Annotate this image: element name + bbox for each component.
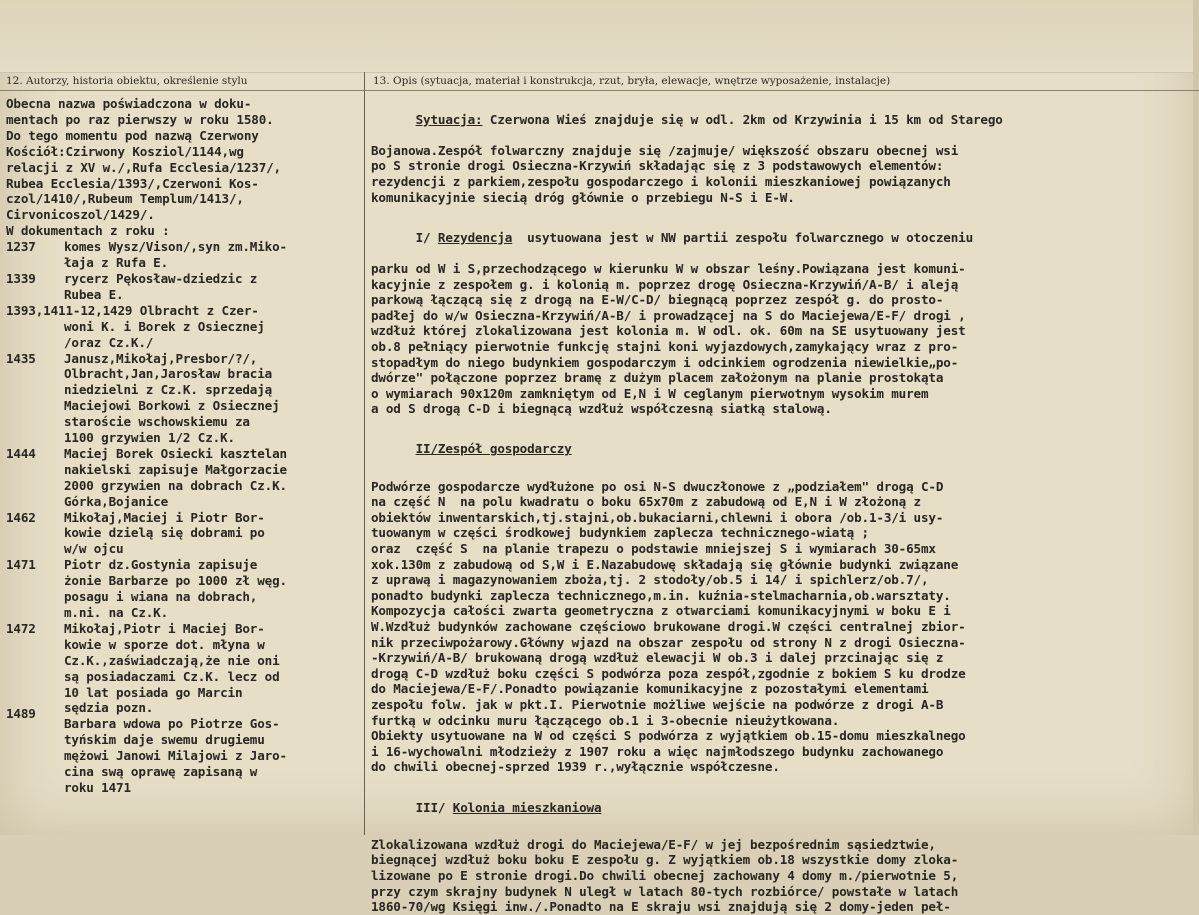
text-line: komunikacyjnie siecią dróg głównie o przebiegu N-S i E-W. xyxy=(371,189,795,205)
entry-text: /oraz Cz.K./ xyxy=(64,334,154,350)
zespol-body xyxy=(371,479,1193,775)
entry-text: Olbracht,Jan,Jarosław bracia xyxy=(64,366,273,382)
entry-text: Rubea E. xyxy=(64,286,124,302)
section-heading-zespol: Zespół gospodarczy xyxy=(437,441,572,457)
text-line: przy czym skrajny budynek N uległ w latach 80-tych rozbiórce/ powstałe w latach xyxy=(371,883,959,899)
entry-year: 1462 xyxy=(6,509,36,525)
entry-year: 1472 xyxy=(6,620,36,636)
entry-text-block xyxy=(64,510,360,558)
section-heading-sytuacja: Sytuacja: xyxy=(415,111,483,127)
text-line: na część N na polu kwadratu o boku 65x70m z zabudową od E,N i W złożoną z xyxy=(371,494,921,510)
text-line: wzdłuż której zlokalizowana jest kolonia m. W odl. ok. 60m na SE usytuowany jest xyxy=(371,323,966,339)
entry-text: rycerz Pękosław-dziedzic z xyxy=(64,270,258,286)
entry-text: Maciejowi Borkowi z Osiecznej xyxy=(64,398,280,414)
entry-text-block xyxy=(64,351,360,446)
entry-year: 1489 xyxy=(6,706,36,722)
text-line: kacyjnie z zespołem g. i kolonią m. poprzez drogę Osieczna-Krzywiń/A-B/ i aleją xyxy=(371,276,959,292)
top-margin-band xyxy=(0,0,1199,73)
text-line: 1860-70/wg Księgi inw./.Ponadto na E skraju wsi znajdują się 2 domy-jeden peł- xyxy=(371,899,951,915)
section-zespol xyxy=(371,426,1193,473)
entry-text: nakielski zapisuje Małgorzacie xyxy=(64,461,287,477)
text-line: lizowane po E stronie drogi.Do chwili obecnej zachowany 4 domy m./pierwotnie 5, xyxy=(371,867,959,883)
entry-text: łaja z Rufa E. xyxy=(64,255,169,271)
entry-text: żonie Barbarze po 1000 zł węg. xyxy=(64,573,287,589)
text-line: Kościół:Czirwony Kosziol/1144,wg xyxy=(6,143,244,159)
text-line: mentach po raz pierwszy w roku 1580. xyxy=(6,111,274,127)
header-rule xyxy=(0,90,1199,91)
text-line: xok.130m z zabudową od S,W i E.Nazabudowę składają się głównie budynki związane xyxy=(371,556,959,572)
text-line: rezydencji z parkiem,zespołu gospodarczego i kolonii mieszkaniowej powiązanych xyxy=(371,173,951,189)
entry-text: Barbara wdowa po Piotrze Gos- xyxy=(64,716,280,732)
entry-text: woni K. i Borek z Osiecznej xyxy=(64,318,265,334)
history-entry xyxy=(6,271,360,303)
text-line: Obecna nazwa poświadczona w doku- xyxy=(6,96,252,111)
entry-text: kowie dzielą się dobrami po xyxy=(64,525,265,541)
history-entry xyxy=(6,446,360,510)
text-line: usytuowana jest w NW partii zespołu folwarcznego w otoczeniu xyxy=(512,229,974,245)
text-line: drogą C-D wzdłuż boku części S podwórza poza zespół,zgodnie z bokiem S ku drodze xyxy=(371,665,966,681)
entry-text: 10 lat posiada go Marcin xyxy=(64,684,243,700)
text-line: po S stronie drogi Osieczna-Krzywiń składając się z 3 podstawowych elementów: xyxy=(371,158,944,174)
text-line: W dokumentach z roku : xyxy=(6,223,170,239)
text-line: i 16-wychowalni młodzieży z 1907 roku a więc najmłodszego budynku zachowanego xyxy=(371,743,944,759)
history-entry xyxy=(6,351,360,446)
text-line: ob.8 pełniący pierwotnie funkcję stajni koni wyjazdowych,zamykający wraz z pro- xyxy=(371,338,959,354)
entry-year: 1393,1411-12,1429 xyxy=(6,302,133,318)
entry-year: 1471 xyxy=(6,557,36,573)
text-line: parkową łączącą się z drogą na E-W/C-D/ biegnącą poprzez zespół g. do prosto- xyxy=(371,292,944,308)
entry-text: Cz.K.,zaświadczają,że nie oni xyxy=(64,652,280,668)
history-entry xyxy=(6,303,360,351)
entry-first-line xyxy=(6,303,360,319)
entry-text-block xyxy=(64,271,360,303)
entry-text: Piotr dz.Gostynia zapisuje xyxy=(64,557,258,573)
entry-text: Olbracht z Czer- xyxy=(139,302,259,318)
text-line: oraz część S na planie trapezu o podstawie mniejszej S i wymiarach 30-65mx xyxy=(371,541,936,557)
right-edge-shadow xyxy=(1193,0,1199,835)
entry-text: w/w ojcu xyxy=(64,541,124,557)
entry-text: Janusz,Mikołaj,Presbor/?/, xyxy=(64,350,258,366)
text-line: relacji z XV w./,Rufa Ecclesia/1237/, xyxy=(6,159,281,175)
entry-year: 1444 xyxy=(6,445,36,461)
text-line: dwórze" połączone poprzez bramę z dużym placem założonym na planie prostokąta xyxy=(371,370,944,386)
history-intro xyxy=(6,96,360,239)
entry-text: staroście wschowskiemu za xyxy=(64,414,250,430)
description-column xyxy=(371,96,1193,915)
entry-year: 1339 xyxy=(6,270,36,286)
entry-text: roku 1471 xyxy=(64,779,131,795)
entry-text: posagu i wiana na dobrach, xyxy=(64,589,258,605)
text-line: parku od W i S,przechodzącego w kierunku W w obszar leśny.Powiązana jest komuni- xyxy=(371,260,966,276)
history-entry xyxy=(6,621,360,716)
text-line: o wymiarach 90x120m zamkniętym od E,N i W ceglanym pierwotnym wysokim murem xyxy=(371,385,929,401)
entry-text-block xyxy=(64,557,360,621)
entry-text: Mikołaj,Maciej i Piotr Bor- xyxy=(64,509,265,525)
history-entry xyxy=(6,510,360,558)
text-line: biegnącej wzdłuż boku boku E zespołu g. Z wyjątkiem ob.18 wszystkie domy zloka- xyxy=(371,852,959,868)
left-column-header: 12. Autorzy, historia obiektu, określenie stylu xyxy=(6,75,248,87)
entry-text-block xyxy=(64,239,360,271)
rezydencja-body xyxy=(371,261,1193,417)
entry-text: mężowi Janowi Milajowi z Jaro- xyxy=(64,748,287,764)
text-line: do Maciejewa/E-F/.Ponadto powiązanie komunikacyjne z pozostałymi elementami xyxy=(371,681,929,697)
entry-text: sędzia pozn. xyxy=(64,700,154,716)
section-prefix: III/ xyxy=(415,799,453,815)
section-prefix: I/ xyxy=(415,229,438,245)
entry-text: 2000 grzywien na dobrach Cz.K. xyxy=(64,477,287,493)
history-entry xyxy=(6,239,360,271)
text-line: czol/1410/,Rubeum Templum/1413/, xyxy=(6,191,244,207)
text-line: Zlokalizowana wzdłuż drogi do Maciejewa/E-F/ w jej bezpośrednim sąsiedztwie, xyxy=(371,836,936,852)
text-line: zespołu folw. jak w pkt.I. Pierwotnie możliwe wejście na podwórze z drogi A-B xyxy=(371,696,944,712)
right-column-header: 13. Opis (sytuacja, materiał i konstrukcja, rzut, bryła, elewacje, wnętrze wyposażenie, instalacje) xyxy=(373,75,891,87)
entry-text: m.ni. na Cz.K. xyxy=(64,605,169,620)
text-line: furtką w odcinku muru łączącego ob.1 i 3-obecnie nieużytkowana. xyxy=(371,712,840,728)
text-line: Rubea Ecclesia/1393/,Czerwoni Kos- xyxy=(6,175,259,191)
text-line: obiektów inwentarskich,tj.stajni,ob.bukaciarni,chlewni i obora /ob.1-3/i usy- xyxy=(371,509,944,525)
column-divider xyxy=(364,72,365,835)
text-line: Cirvonicoszol/1429/. xyxy=(6,207,155,223)
section-rezydencja xyxy=(371,214,1193,261)
text-line: Do tego momentu pod nazwą Czerwony xyxy=(6,127,259,143)
text-line: z uprawą i magazynowaniem zboża,tj. 2 stodoły/ob.5 i 14/ i spichlerz/ob.7/, xyxy=(371,572,929,588)
entry-text: tyńskim daje swemu drugiemu xyxy=(64,732,265,748)
text-line: Kompozycja całości zwarta geometryczna z otwarciami komunikacyjnymi w boku E i xyxy=(371,603,951,619)
entry-year: 1237 xyxy=(6,239,36,255)
text-line: do chwili obecnej-sprzed 1939 r.,wyłącznie współczesne. xyxy=(371,759,780,775)
history-entries xyxy=(6,239,360,796)
text-line: Czerwona Wieś znajduje się w odl. 2km od Krzywinia i 15 km od Starego xyxy=(482,111,1003,127)
entry-text-block xyxy=(64,621,360,716)
text-line: Obiekty usytuowane na W od części S podwórza z wyjątkiem ob.15-domu mieszkalnego xyxy=(371,728,966,744)
text-line: Bojanowa.Zespół folwarczny znajduje się /zajmuje/ większość obszaru obecnej wsi xyxy=(371,142,959,158)
entry-year: 1435 xyxy=(6,350,36,366)
sytuacja-body xyxy=(371,143,1193,205)
text-line: tuowanym w części środkowej budynkiem zaplecza technicznego-wiatą ; xyxy=(371,525,869,541)
section-sytuacja xyxy=(371,96,1193,143)
entry-text: Mikołaj,Piotr i Maciej Bor- xyxy=(64,620,265,636)
section-heading-kolonia: Kolonia mieszkaniowa xyxy=(452,799,602,815)
entry-text: Górka,Bojanice xyxy=(64,493,169,509)
entry-text: kowie w sporze dot. młyna w xyxy=(64,636,265,652)
entry-text-block xyxy=(64,446,360,510)
text-line: Podwórze gospodarcze wydłużone po osi N-S dwuczłonowe z „podziałem" drogą C-D xyxy=(371,478,944,494)
entry-text: komes Wysz/Vison/,syn zm.Miko- xyxy=(64,239,287,255)
section-kolonia xyxy=(371,784,1193,831)
entry-text-block xyxy=(64,716,360,796)
text-line: ponadto budynki zaplecza technicznego,m.in. kuźnia-stelmacharnia,ob.warsztaty. xyxy=(371,587,951,603)
text-line: stopadłym do niego budynkiem gospodarczym i odcinkiem ogrodzenia niewielkie„po- xyxy=(371,354,959,370)
entry-text: 1100 grzywien 1/2 Cz.K. xyxy=(64,430,235,446)
history-column xyxy=(6,96,360,796)
entry-text: są posiadaczami Cz.K. lecz od xyxy=(64,668,280,684)
entry-text: cina swą oprawę zapisaną w xyxy=(64,764,258,780)
text-line: nik przeciwpożarowy.Główny wjazd na obszar zespołu od strony N z drogi Osieczna- xyxy=(371,634,966,650)
kolonia-body xyxy=(371,837,1193,915)
entry-text: Maciej Borek Osiecki kasztelan xyxy=(64,445,287,461)
text-line: a od S drogą C-D i biegnącą wzdłuż współczesną siatką stalową. xyxy=(371,401,832,417)
section-heading-rezydencja: Rezydencja xyxy=(437,229,513,245)
entry-text: niedzielni z Cz.K. sprzedają xyxy=(64,382,273,398)
text-line: W.Wzdłuż budynków zachowane częściowo brukowane drogi.W części centralnej zbior- xyxy=(371,619,966,634)
section-prefix: II/ xyxy=(415,441,438,457)
history-entry xyxy=(6,557,360,621)
text-line: padłej do w/w Osieczna-Krzywiń/A-B/ i prowadzącej na S do Maciejewa/E-F/ drogi , xyxy=(371,307,966,323)
text-line: -Krzywiń/A-B/ brukowaną drogą wzdłuż elewacji W ob.3 i dalej przcinając się z xyxy=(371,650,944,666)
